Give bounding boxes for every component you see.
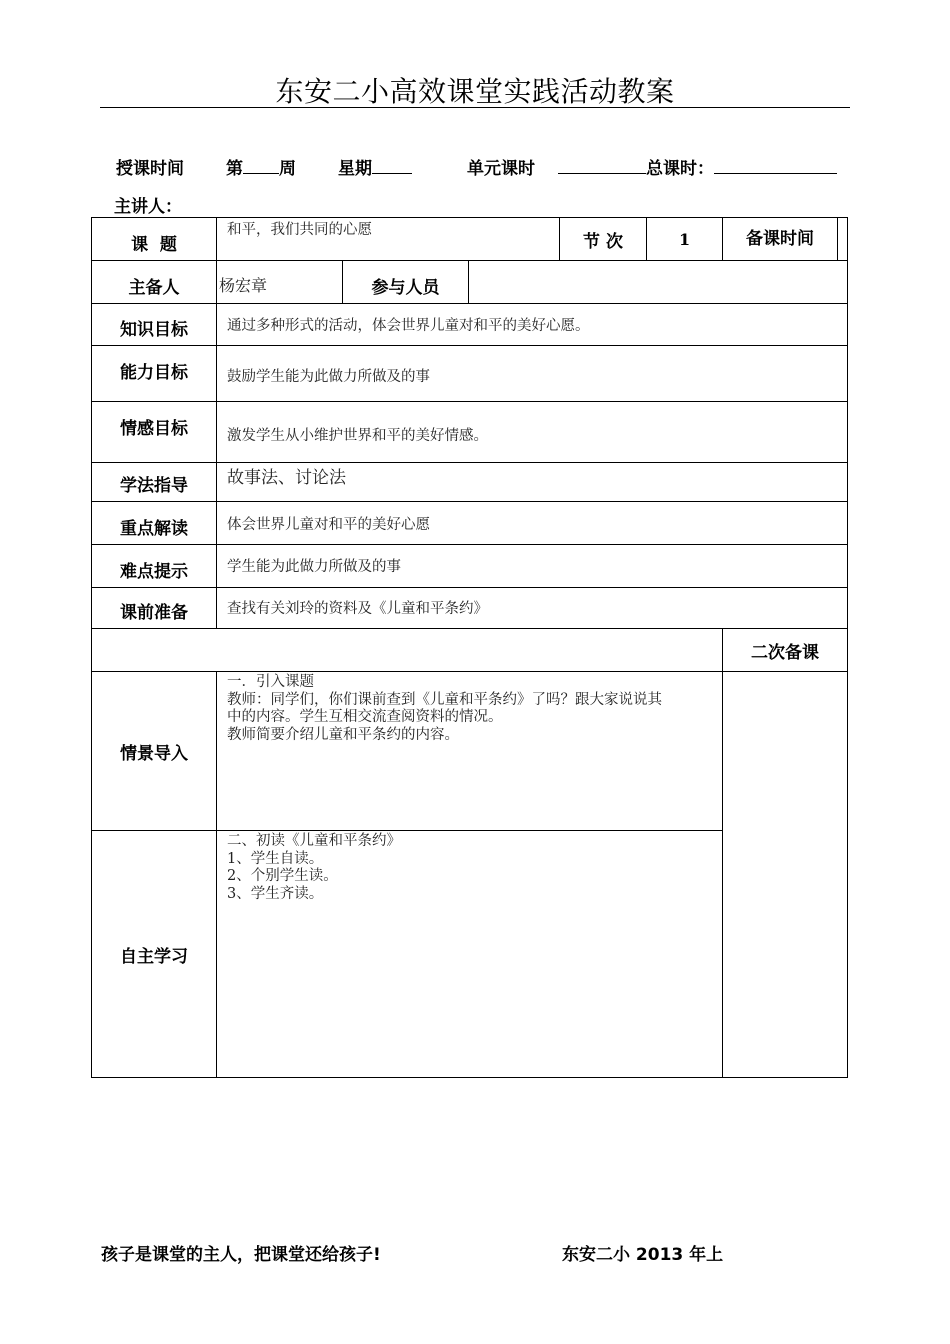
unit-period-field [558, 154, 837, 179]
topic-label: 课 题 [92, 218, 217, 261]
content-line: 1、学生自读。 [227, 850, 324, 867]
footer-school-term: 东安二小 2013 年上 [562, 1245, 724, 1265]
unit-period-blank [558, 155, 646, 174]
lead-preparer-value: 杨宏章 [217, 261, 343, 304]
row-label: 知识目标 [92, 304, 217, 346]
row-value: 学生能为此做力所做及的事 [217, 545, 848, 588]
content-line: 3、学生齐读。 [227, 885, 324, 902]
weekday-label: 星期 [338, 159, 372, 179]
row-value: 鼓励学生能为此做力所做及的事 [217, 346, 848, 402]
speaker-label: 主讲人： [114, 197, 182, 217]
prep-time-value[interactable] [838, 218, 847, 260]
row-label: 重点解读 [92, 502, 217, 545]
unit-period-label: 单元课时 [467, 159, 535, 179]
participants-value[interactable] [469, 261, 848, 304]
teaching-time-label: 授课时间 [116, 159, 184, 179]
week-prefix: 第 [226, 159, 243, 179]
table-row [92, 545, 848, 588]
table-row [92, 588, 848, 629]
row-value: 查找有关刘玲的资料及《儿童和平条约》 [217, 588, 848, 629]
session-label: 节 次 [560, 218, 647, 261]
row-label: 能力目标 [92, 346, 217, 402]
row-label: 课前准备 [92, 588, 217, 629]
table-row [92, 463, 848, 502]
content-line: 2、个别学生读。 [227, 868, 338, 884]
week-suffix: 周 [279, 159, 296, 179]
section-content [217, 831, 723, 1078]
second-prep-label: 二次备课 [723, 629, 848, 672]
second-prep-area[interactable] [723, 672, 848, 1078]
blank-header-cell [92, 629, 723, 672]
prep-time-label: 备课时间 [723, 218, 838, 260]
week-blank [243, 155, 279, 174]
table-row [92, 402, 848, 463]
content-line: 教师：同学们，你们课前查到《儿童和平条约》了吗？跟大家说说其 [227, 691, 662, 708]
table-row [92, 502, 848, 545]
table-row [92, 346, 848, 402]
row-label: 难点提示 [92, 545, 217, 588]
footer-motto: 孩子是课堂的主人，把课堂还给孩子! [101, 1245, 381, 1265]
participants-label: 参与人员 [343, 261, 469, 304]
row-value: 故事法、讨论法 [217, 463, 848, 502]
document-title: 东安二小高效课堂实践活动教案 [275, 75, 675, 108]
section-row-scene-intro [92, 672, 848, 831]
section-label: 自主学习 [92, 831, 217, 1078]
topic-value: 和平，我们共同的心愿 [217, 218, 560, 261]
weekday-blank [372, 155, 412, 174]
row-value: 体会世界儿童对和平的美好心愿 [217, 502, 848, 545]
section-content [217, 672, 723, 831]
section-label: 情景导入 [92, 672, 217, 831]
row-value: 激发学生从小维护世界和平的美好情感。 [217, 402, 848, 463]
weekday-field [338, 154, 412, 179]
title-underline [100, 107, 850, 108]
row-label: 学法指导 [92, 463, 217, 502]
lesson-plan-table [91, 217, 847, 1078]
content-line: 二、初读《儿童和平条约》 [227, 833, 401, 849]
total-periods-label: 总课时： [646, 159, 714, 179]
session-value: 1 [647, 218, 723, 261]
content-line: 教师简要介绍儿童和平条约的内容。 [227, 726, 459, 743]
content-line: 一．引入课题 [227, 674, 314, 690]
total-periods-blank [714, 155, 837, 174]
lead-preparer-label: 主备人 [92, 261, 217, 304]
table-row [92, 304, 848, 346]
row-label: 情感目标 [92, 402, 217, 463]
content-line: 中的内容。学生互相交流查阅资料的情况。 [227, 709, 503, 725]
week-field [226, 154, 296, 179]
row-value: 通过多种形式的活动，体会世界儿童对和平的美好心愿。 [217, 304, 848, 346]
